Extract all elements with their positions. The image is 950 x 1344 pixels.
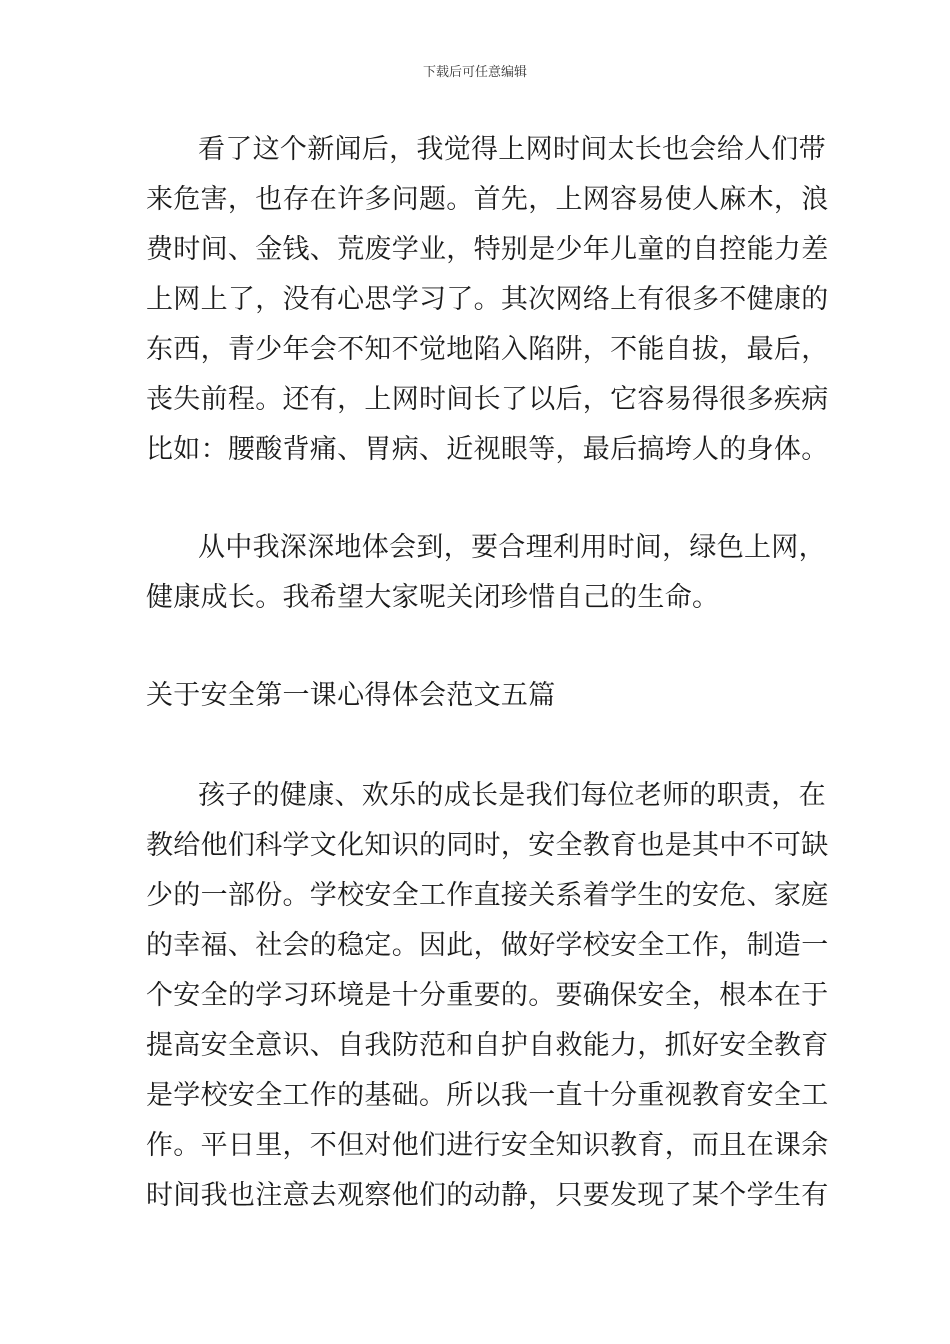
text-line: 比如：腰酸背痛、胃病、近视眼等，最后搞垮人的身体。 [146, 434, 829, 465]
text-line: 少的一部份。学校安全工作直接关系着学生的安危、家庭 [146, 880, 829, 911]
page-header-note: 下载后可任意编辑 [422, 65, 527, 80]
text-line: 上网上了，没有心思学习了。其次网络上有很多不健康的 [146, 284, 829, 315]
text-line: 看了这个新闻后，我觉得上网时间太长也会给人们带 [198, 134, 826, 165]
text-line: 时间我也注意去观察他们的动静，只要发现了某个学生有 [146, 1180, 829, 1211]
text-line: 作。平日里，不但对他们进行安全知识教育，而且在课余 [146, 1130, 829, 1161]
text-line: 的幸福、社会的稳定。因此，做好学校安全工作，制造一 [146, 930, 829, 961]
text-line: 费时间、金钱、荒废学业，特别是少年儿童的自控能力差 [146, 234, 829, 265]
text-line: 提高安全意识、自我防范和自护自救能力，抓好安全教育 [146, 1030, 829, 1061]
text-line: 丧失前程。还有，上网时间长了以后，它容易得很多疾病 [146, 384, 829, 415]
text-line: 教给他们科学文化知识的同时，安全教育也是其中不可缺 [146, 830, 829, 861]
section-title-text: 关于安全第一课心得体会范文五篇 [146, 680, 556, 711]
text-line: 来危害，也存在许多问题。首先，上网容易使人麻木，浪 [146, 184, 829, 215]
text-line: 东西，青少年会不知不觉地陷入陷阱，不能自拔，最后， [146, 334, 829, 365]
text-line: 从中我深深地体会到，要合理利用时间，绿色上网， [198, 532, 826, 563]
text-line: 孩子的健康、欢乐的成长是我们每位老师的职责，在 [198, 780, 826, 811]
text-line: 个安全的学习环境是十分重要的。要确保安全，根本在于 [146, 980, 829, 1011]
text-line: 健康成长。我希望大家呢关闭珍惜自己的生命。 [146, 582, 720, 613]
text-line: 是学校安全工作的基础。所以我一直十分重视教育安全工 [146, 1080, 829, 1111]
